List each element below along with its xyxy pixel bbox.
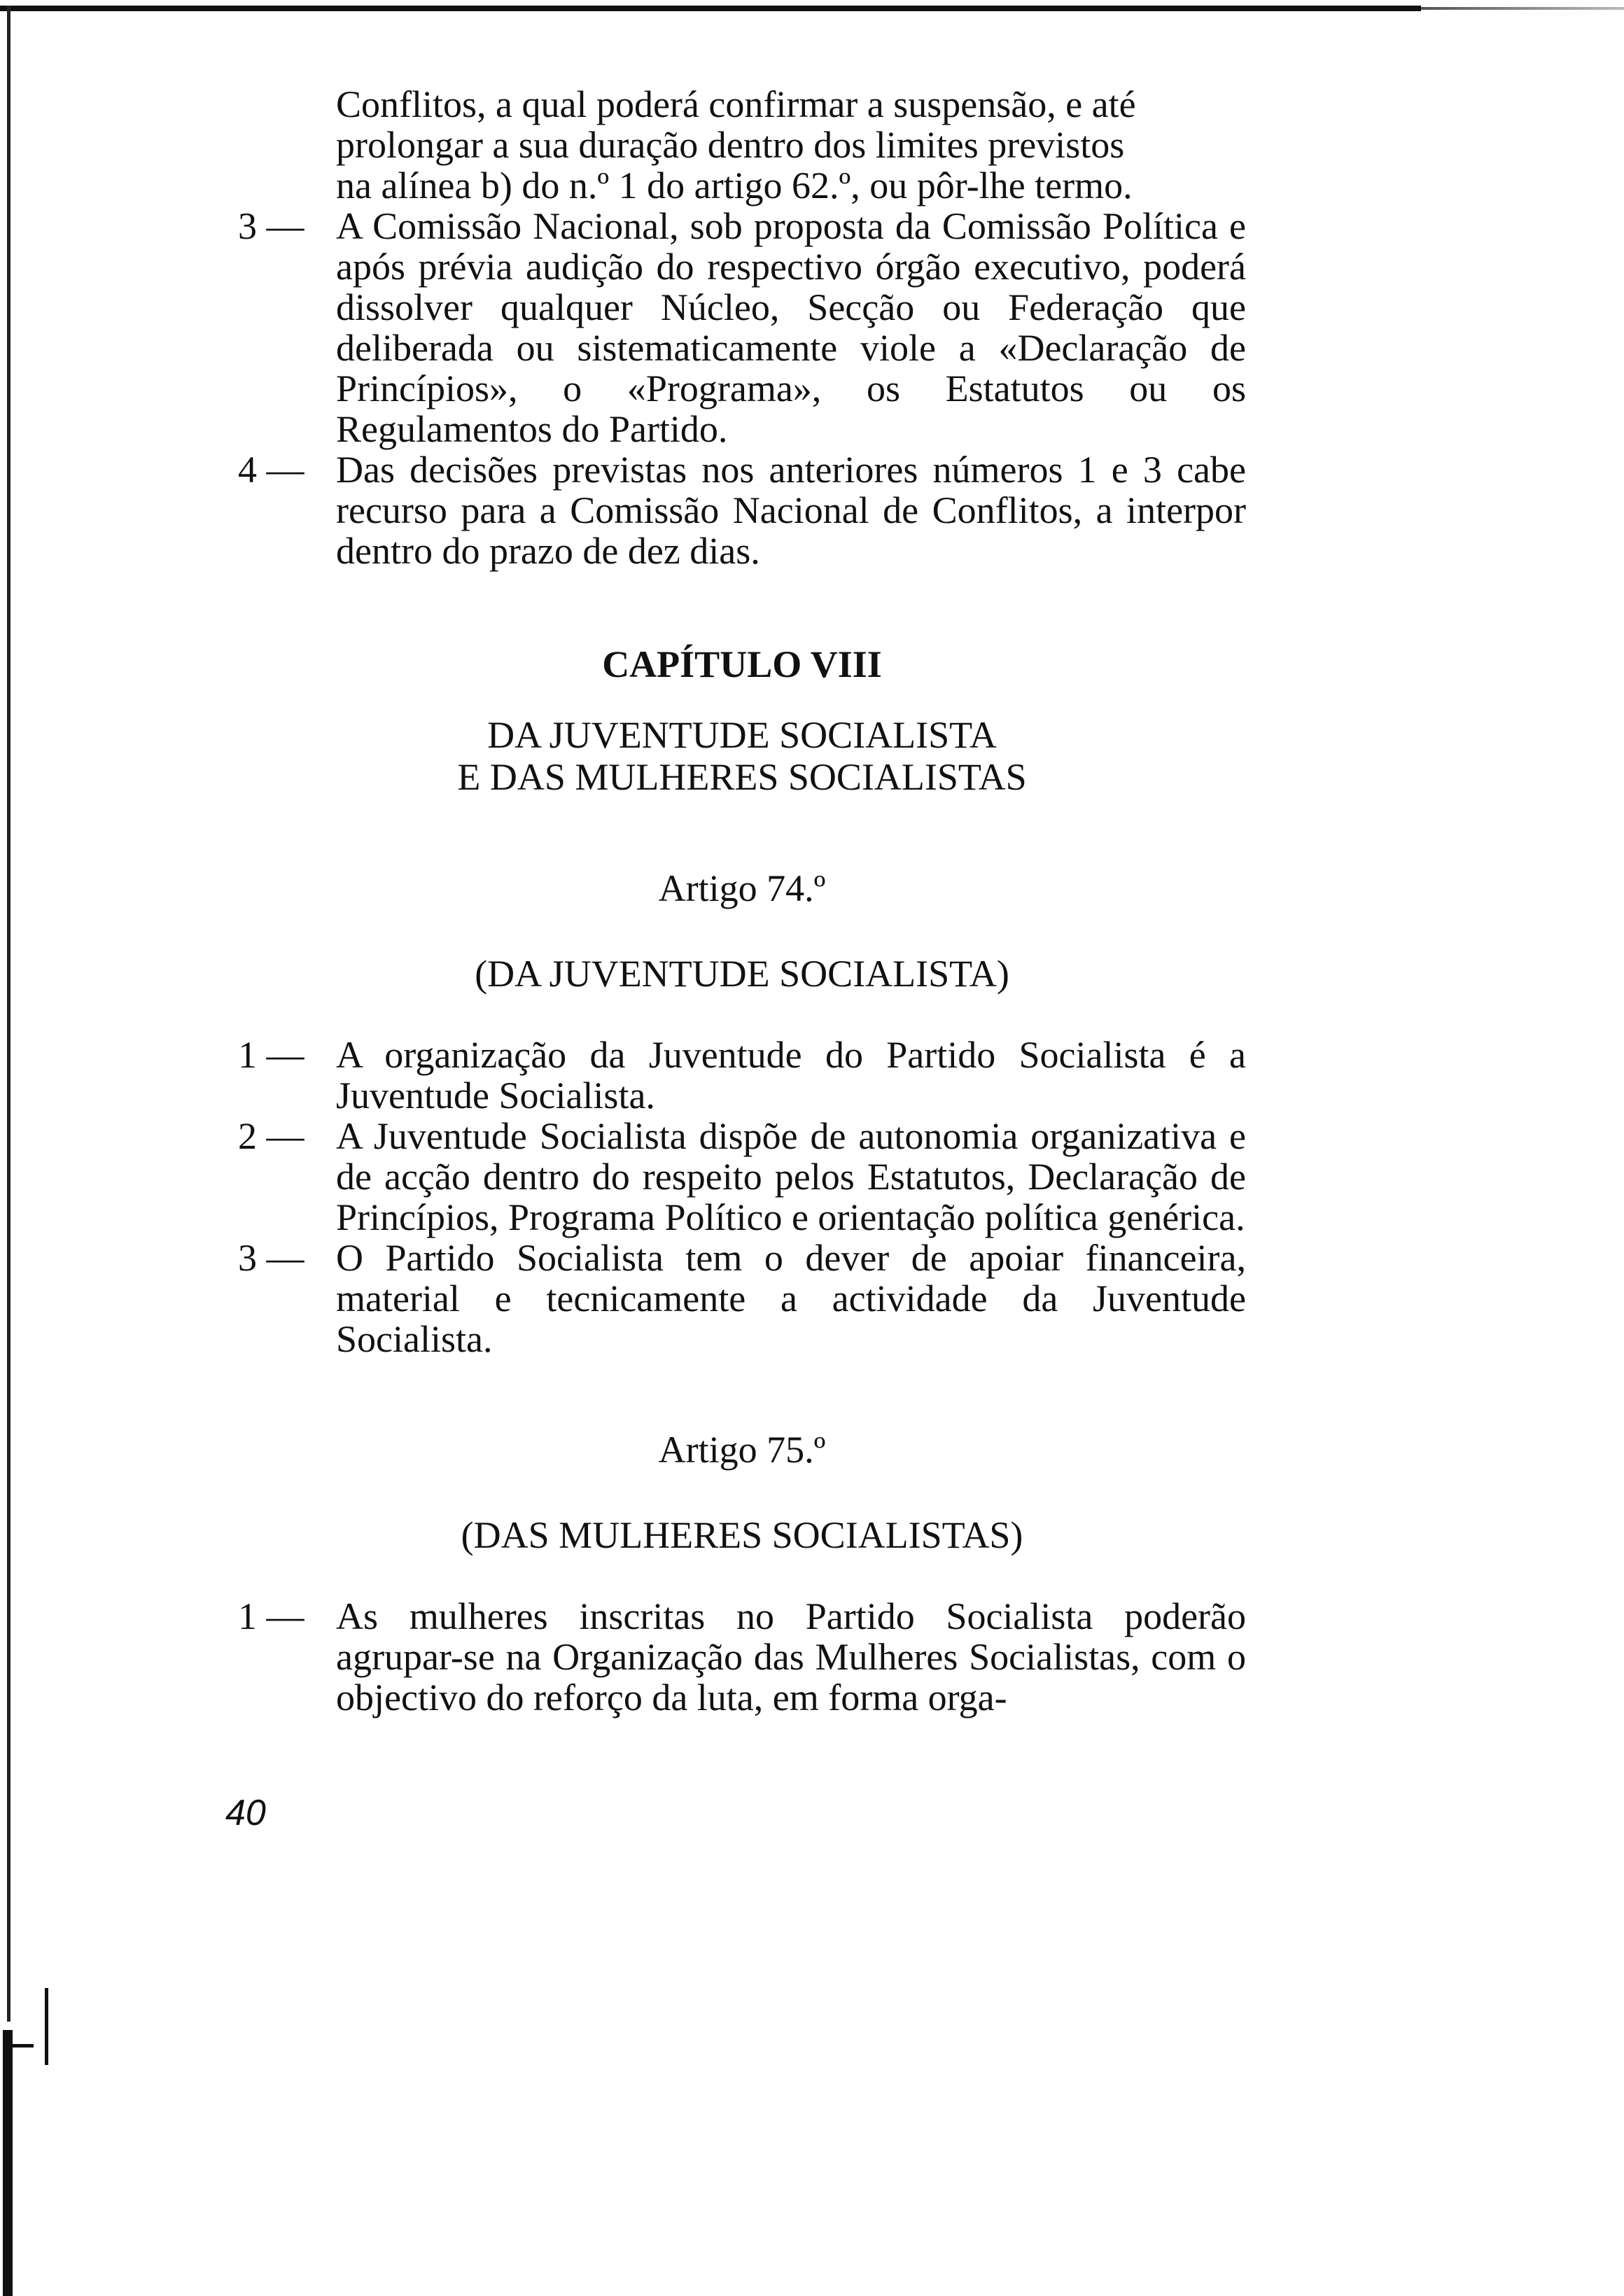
scan-edge-tick bbox=[45, 1988, 48, 2065]
article-75-heading: Artigo 75.º bbox=[658, 1429, 826, 1471]
item-number: 4 — bbox=[238, 449, 304, 491]
chapter-subtitle bbox=[238, 714, 1246, 798]
scan-edge-left-bottom bbox=[3, 2030, 13, 2296]
chapter-subtitle-line: E DAS MULHERES SOCIALISTAS bbox=[457, 756, 1027, 798]
item-number: 2 — bbox=[238, 1115, 304, 1157]
item-text: As mulheres inscritas no Partido Socialista poderão agrupar-se na Organização das Mulheres Socialistas, com o objectivo do reforço da luta, em forma orga- bbox=[336, 1595, 1246, 1718]
document-page bbox=[238, 84, 1246, 1718]
numbered-item bbox=[238, 1035, 1246, 1116]
numbered-item bbox=[238, 449, 1246, 571]
article-74-title: (DA JUVENTUDE SOCIALISTA) bbox=[475, 953, 1009, 995]
chapter-subtitle-line: DA JUVENTUDE SOCIALISTA bbox=[487, 714, 997, 756]
item-number: 3 — bbox=[238, 205, 304, 247]
page-number: 40 bbox=[225, 1793, 266, 1833]
numbered-item bbox=[238, 1116, 1246, 1238]
item-number: 1 — bbox=[238, 1595, 304, 1637]
item-number: 1 — bbox=[238, 1034, 304, 1076]
continuation-line: na alínea b) do n.º 1 do artigo 62.º, ou pôr-lhe termo. bbox=[336, 164, 1133, 206]
scan-edge-top-fade bbox=[1421, 7, 1624, 10]
article-75-title: (DAS MULHERES SOCIALISTAS) bbox=[461, 1514, 1023, 1556]
numbered-item bbox=[238, 206, 1246, 449]
scan-edge-left bbox=[7, 6, 10, 2022]
continuation-line: prolongar a sua duração dentro dos limites previstos bbox=[336, 124, 1125, 166]
numbered-item bbox=[238, 1238, 1246, 1359]
scan-edge-notch bbox=[13, 2044, 34, 2047]
continuation-paragraph bbox=[336, 84, 1246, 206]
continuation-line: Conflitos, a qual poderá confirmar a suspensão, e até bbox=[336, 83, 1136, 125]
item-text: A Comissão Nacional, sob proposta da Comissão Política e após prévia audição do respectivo órgão executivo, poderá dissolver qualquer Núcleo, Secção ou Federação que deliberada ou sistematicamente viole a «Declaração de Princípios», o «Programa», os Estatutos ou os Regulamentos do Partido. bbox=[336, 205, 1246, 450]
numbered-item bbox=[238, 1596, 1246, 1718]
item-text: A organização da Juventude do Partido Socialista é a Juventude Socialista. bbox=[336, 1034, 1246, 1116]
scan-edge-top bbox=[0, 6, 1421, 11]
item-text: A Juventude Socialista dispõe de autonomia organizativa e de acção dentro do respeito pelos Estatutos, Declaração de Princípios, Programa Político e orientação política genérica. bbox=[336, 1115, 1246, 1238]
item-text: O Partido Socialista tem o dever de apoiar financeira, material e tecnicamente a actividade da Juventude Socialista. bbox=[336, 1237, 1246, 1360]
item-number: 3 — bbox=[238, 1237, 304, 1279]
article-74-heading: Artigo 74.º bbox=[658, 867, 826, 909]
item-text: Das decisões previstas nos anteriores números 1 e 3 cabe recurso para a Comissão Nacional de Conflitos, a interpor dentro do prazo de dez dias. bbox=[336, 449, 1246, 572]
chapter-title: CAPÍTULO VIII bbox=[602, 643, 882, 685]
